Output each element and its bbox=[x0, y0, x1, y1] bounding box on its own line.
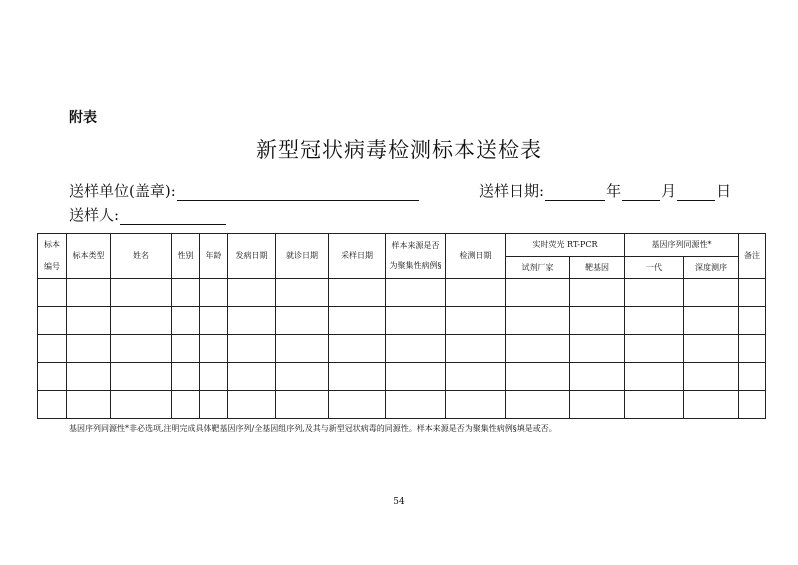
table-cell[interactable] bbox=[276, 307, 329, 335]
table-cell[interactable] bbox=[38, 307, 67, 335]
header-seq-deep: 深度测序 bbox=[684, 257, 739, 279]
table-cell[interactable] bbox=[625, 335, 684, 363]
table-cell[interactable] bbox=[446, 335, 506, 363]
table-cell[interactable] bbox=[739, 307, 766, 335]
table-row bbox=[38, 307, 766, 335]
table-cell[interactable] bbox=[67, 391, 111, 419]
table-cell[interactable] bbox=[625, 307, 684, 335]
month-label: 月 bbox=[661, 182, 677, 200]
table-cell[interactable] bbox=[739, 279, 766, 307]
unit-line bbox=[69, 180, 420, 201]
table-cell[interactable] bbox=[172, 335, 200, 363]
table-cell[interactable] bbox=[329, 363, 386, 391]
header-row-1 bbox=[38, 234, 766, 257]
header-seq-gen1: 一代 bbox=[625, 257, 684, 279]
table-cell[interactable] bbox=[506, 335, 570, 363]
table-cell[interactable] bbox=[684, 363, 739, 391]
table-cell[interactable] bbox=[228, 335, 276, 363]
date-line bbox=[479, 180, 731, 201]
table-cell[interactable] bbox=[570, 335, 625, 363]
table-cell[interactable] bbox=[228, 391, 276, 419]
table-cell[interactable] bbox=[67, 335, 111, 363]
table-cell[interactable] bbox=[111, 363, 172, 391]
table-cell[interactable] bbox=[446, 363, 506, 391]
header-remark: 备注 bbox=[739, 234, 766, 279]
table-cell[interactable] bbox=[386, 307, 446, 335]
table-cell[interactable] bbox=[684, 335, 739, 363]
header-pcr-group: 实时荧光 RT-PCR bbox=[506, 234, 625, 257]
table-cell[interactable] bbox=[446, 279, 506, 307]
table-cell[interactable] bbox=[329, 391, 386, 419]
table-cell[interactable] bbox=[625, 279, 684, 307]
table-cell[interactable] bbox=[506, 279, 570, 307]
table-cell[interactable] bbox=[38, 335, 67, 363]
header-name: 姓名 bbox=[111, 234, 172, 279]
header-onset: 发病日期 bbox=[228, 234, 276, 279]
table-cell[interactable] bbox=[625, 363, 684, 391]
header-seq-group: 基因序列同源性* bbox=[625, 234, 739, 257]
table-cell[interactable] bbox=[111, 307, 172, 335]
attachment-label: 附表 bbox=[69, 110, 97, 126]
year-label: 年 bbox=[606, 182, 622, 200]
table-cell[interactable] bbox=[172, 279, 200, 307]
table-row bbox=[38, 279, 766, 307]
unit-label: 送样单位(盖章): bbox=[69, 182, 176, 200]
table-cell[interactable] bbox=[67, 307, 111, 335]
header-id bbox=[38, 234, 67, 279]
table-cell[interactable] bbox=[386, 335, 446, 363]
table-cell[interactable] bbox=[200, 279, 228, 307]
table-cell[interactable] bbox=[228, 307, 276, 335]
header-age: 年龄 bbox=[200, 234, 228, 279]
table-cell[interactable] bbox=[172, 307, 200, 335]
specimen-table bbox=[37, 233, 766, 419]
table-cell[interactable] bbox=[111, 391, 172, 419]
table-cell[interactable] bbox=[329, 335, 386, 363]
header-visit: 就诊日期 bbox=[276, 234, 329, 279]
footnote: 基因序列同源性*非必选项,注明完成具体靶基因序列/全基因组序列,及其与新型冠状病毒的同源性。样本来源是否为聚集性病例§填是或否。 bbox=[69, 424, 557, 433]
table-cell[interactable] bbox=[506, 363, 570, 391]
table-row bbox=[38, 335, 766, 363]
sender-field[interactable] bbox=[120, 209, 226, 225]
table-cell[interactable] bbox=[38, 279, 67, 307]
unit-field[interactable] bbox=[177, 185, 419, 201]
table-cell[interactable] bbox=[67, 363, 111, 391]
table-row bbox=[38, 363, 766, 391]
table-cell[interactable] bbox=[329, 307, 386, 335]
table-cell[interactable] bbox=[276, 335, 329, 363]
header-sampling: 采样日期 bbox=[329, 234, 386, 279]
table-cell[interactable] bbox=[172, 363, 200, 391]
table-cell[interactable] bbox=[739, 363, 766, 391]
table-cell[interactable] bbox=[739, 335, 766, 363]
table-cell[interactable] bbox=[276, 391, 329, 419]
table-cell[interactable] bbox=[200, 363, 228, 391]
table-cell[interactable] bbox=[386, 363, 446, 391]
day-label: 日 bbox=[716, 182, 732, 200]
table-cell[interactable] bbox=[200, 307, 228, 335]
header-pcr-kit: 试剂厂家 bbox=[506, 257, 570, 279]
month-field[interactable] bbox=[622, 185, 660, 201]
table-cell[interactable] bbox=[386, 279, 446, 307]
table-cell[interactable] bbox=[386, 391, 446, 419]
sender-label: 送样人: bbox=[69, 206, 120, 224]
table-cell[interactable] bbox=[200, 391, 228, 419]
table-cell[interactable] bbox=[625, 391, 684, 419]
table-cell[interactable] bbox=[200, 335, 228, 363]
table-cell[interactable] bbox=[684, 307, 739, 335]
table-cell[interactable] bbox=[38, 391, 67, 419]
table-row bbox=[38, 391, 766, 419]
table-cell[interactable] bbox=[276, 363, 329, 391]
form-title: 新型冠状病毒检测标本送检表 bbox=[256, 138, 542, 162]
table-cell[interactable] bbox=[570, 307, 625, 335]
day-field[interactable] bbox=[677, 185, 715, 201]
header-test-date: 检测日期 bbox=[446, 234, 506, 279]
header-pcr-gene: 靶基因 bbox=[570, 257, 625, 279]
table-cell[interactable] bbox=[506, 307, 570, 335]
table-cell[interactable] bbox=[38, 363, 67, 391]
header-type: 标本类型 bbox=[67, 234, 111, 279]
table-cell[interactable] bbox=[111, 279, 172, 307]
table-cell[interactable] bbox=[228, 363, 276, 391]
table-cell[interactable] bbox=[67, 279, 111, 307]
header-cluster-top: 样本来源是否 bbox=[391, 241, 440, 250]
table-cell[interactable] bbox=[684, 391, 739, 419]
header-id-top: 标本 bbox=[44, 240, 60, 249]
sender-line bbox=[69, 204, 227, 225]
header-cluster-bottom: 为聚集性病例§ bbox=[389, 261, 442, 270]
table-cell[interactable] bbox=[329, 279, 386, 307]
table-cell[interactable] bbox=[506, 391, 570, 419]
table-cell[interactable] bbox=[446, 391, 506, 419]
table-cell[interactable] bbox=[446, 307, 506, 335]
table-cell[interactable] bbox=[228, 279, 276, 307]
table-cell[interactable] bbox=[570, 391, 625, 419]
table-cell[interactable] bbox=[739, 391, 766, 419]
table-cell[interactable] bbox=[570, 363, 625, 391]
date-label: 送样日期: bbox=[479, 182, 545, 200]
header-sex: 性别 bbox=[172, 234, 200, 279]
table-cell[interactable] bbox=[684, 279, 739, 307]
table-cell[interactable] bbox=[276, 279, 329, 307]
table-cell[interactable] bbox=[172, 391, 200, 419]
year-field[interactable] bbox=[545, 185, 605, 201]
page-number: 54 bbox=[393, 497, 405, 507]
table-cell[interactable] bbox=[111, 335, 172, 363]
header-id-bottom: 编号 bbox=[44, 262, 60, 271]
header-cluster bbox=[386, 234, 446, 279]
table-cell[interactable] bbox=[570, 279, 625, 307]
